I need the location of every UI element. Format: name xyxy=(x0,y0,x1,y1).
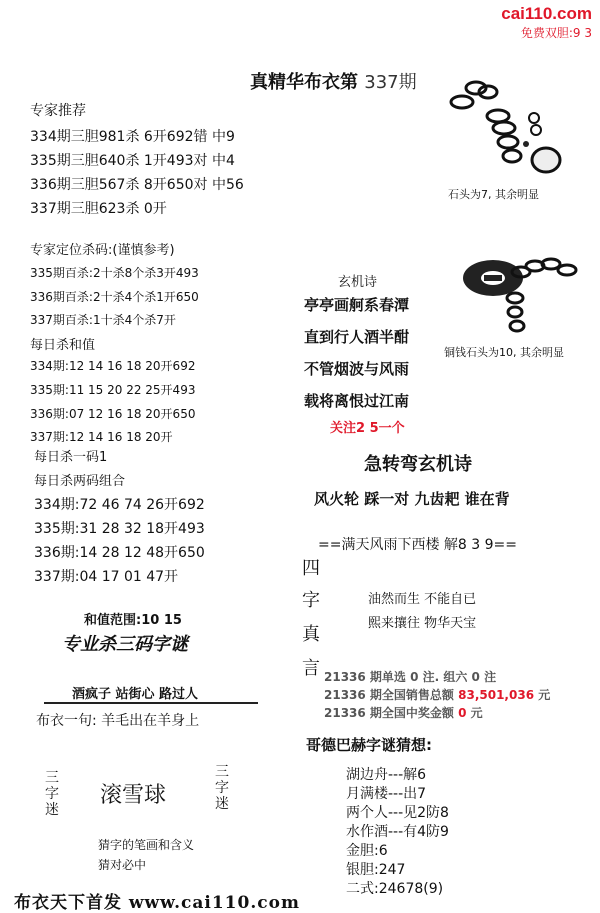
title-text: 真精华布衣第 xyxy=(250,72,358,93)
daily-two-row: 336期:14 28 12 48开650 xyxy=(34,545,205,561)
sales-value: 83,501,036 xyxy=(458,688,535,702)
stone-caption-2: 铜钱石头为10, 其余明显 xyxy=(444,346,564,359)
four-char-row: 熙来攘往 物华天宝 xyxy=(368,616,477,631)
goldbach-row: 银胆:247 xyxy=(346,862,406,878)
prize-label: 21336 期全国中奖金额 xyxy=(324,706,454,720)
side-label-left: 三字迷 xyxy=(45,770,59,818)
four-char-row: 油然而生 不能自已 xyxy=(368,592,477,607)
daily-two-row: 334期:72 46 74 26开692 xyxy=(34,497,205,513)
guess-note-2: 猜对必中 xyxy=(98,858,147,872)
position-kill-row: 335期百杀:2十杀8个杀3开493 xyxy=(30,266,199,280)
turn-poem-title: 急转弯玄机诗 xyxy=(364,454,472,475)
four-char-1: 四 xyxy=(302,558,320,579)
stone-caption-1: 石头为7, 其余明显 xyxy=(448,188,539,201)
issue-number: 337期 xyxy=(364,72,417,93)
four-char-4: 言 xyxy=(302,658,320,679)
buyi-line: 布衣一句: 羊毛出在羊身上 xyxy=(36,713,200,729)
goldbach-row: 金胆:6 xyxy=(346,843,388,859)
guess-note-1: 猜字的笔画和含义 xyxy=(98,838,195,852)
bottom-brand: 布衣天下首发 www.cai110.com xyxy=(14,893,300,913)
divider xyxy=(44,702,258,704)
snowball-label: 滚雪球 xyxy=(100,783,167,808)
turn-poem-line: 风火轮 踩一对 九齿耙 谁在背 xyxy=(314,490,510,508)
daily-two-row: 335期:31 28 32 18开493 xyxy=(34,521,205,537)
daily-sum-row: 336期:07 12 16 18 20开650 xyxy=(30,407,196,421)
daily-two-row: 337期:04 17 01 47开 xyxy=(34,569,179,585)
side-label-right: 三字迷 xyxy=(215,764,229,812)
prize-value: 0 xyxy=(458,706,467,720)
stone-picture-2 xyxy=(455,240,595,335)
position-kill-row: 336期百杀:2十杀4个杀1开650 xyxy=(30,290,199,304)
sales-unit: 元 xyxy=(538,688,551,702)
goldbach-row: 二式:24678(9) xyxy=(346,881,444,897)
goldbach-row: 水作酒---有4防9 xyxy=(346,824,449,840)
daily-sum-row: 335期:11 15 20 22 25开493 xyxy=(30,383,196,397)
four-char-2: 字 xyxy=(302,590,320,611)
expert-row: 334期三胆981杀 6开692错 中9 xyxy=(30,129,235,145)
riddle-title: 专业杀三码字谜 xyxy=(62,634,188,655)
lottery-line-3 xyxy=(324,704,483,721)
expert-row: 336期三胆567杀 8开650对 中56 xyxy=(30,177,244,193)
solution-line: ==满天风雨下西楼 解8 3 9== xyxy=(318,537,517,553)
lottery-line-1: 21336 期单选 0 注. 组六 0 注 xyxy=(324,670,497,684)
expert-row: 335期三胆640杀 1开493对 中4 xyxy=(30,153,235,169)
four-char-3: 真 xyxy=(302,624,320,645)
expert-row: 337期三胆623杀 0开 xyxy=(30,201,167,217)
free-double-label: 免费双胆:9 3 xyxy=(520,26,592,40)
daily-sum-row: 337期:12 14 16 18 20开 xyxy=(30,430,173,444)
expert-heading: 专家推荐 xyxy=(30,103,86,119)
daily-kill-one: 每日杀一码1 xyxy=(34,450,108,465)
page-title xyxy=(250,68,417,94)
follow-note: 关注2 5一个 xyxy=(330,421,405,436)
position-kill-row: 337期百杀:1十杀4个杀7开 xyxy=(30,313,176,327)
goldbach-row: 月满楼---出7 xyxy=(346,786,427,802)
sales-label: 21336 期全国销售总额 xyxy=(324,688,454,702)
site-brand[interactable]: cai110.com xyxy=(501,4,592,23)
poem-line: 直到行人酒半酣 xyxy=(304,328,410,346)
goldbach-title: 哥德巴赫字谜猜想: xyxy=(306,736,432,754)
riddle-line: 酒疯子 站街心 路过人 xyxy=(72,687,199,702)
prize-unit: 元 xyxy=(470,706,483,720)
poem-heading: 玄机诗 xyxy=(338,275,378,290)
lottery-line-2 xyxy=(324,686,550,703)
goldbach-row: 湖边舟---解6 xyxy=(346,767,427,783)
daily-sum-row: 334期:12 14 16 18 20开692 xyxy=(30,359,196,373)
position-kill-heading: 专家定位杀码:(谨慎参考) xyxy=(30,243,175,258)
poem-line: 载将离恨过江南 xyxy=(304,392,410,410)
sum-range: 和值范围:10 15 xyxy=(84,613,182,628)
poem-line: 不管烟波与风雨 xyxy=(304,360,410,378)
poem-line: 亭亭画舸系春潭 xyxy=(304,296,410,314)
goldbach-row: 两个人---见2防8 xyxy=(346,805,449,821)
daily-sum-heading: 每日杀和值 xyxy=(30,338,96,353)
stone-picture-1 xyxy=(440,70,590,185)
daily-two-heading: 每日杀两码组合 xyxy=(34,474,126,489)
